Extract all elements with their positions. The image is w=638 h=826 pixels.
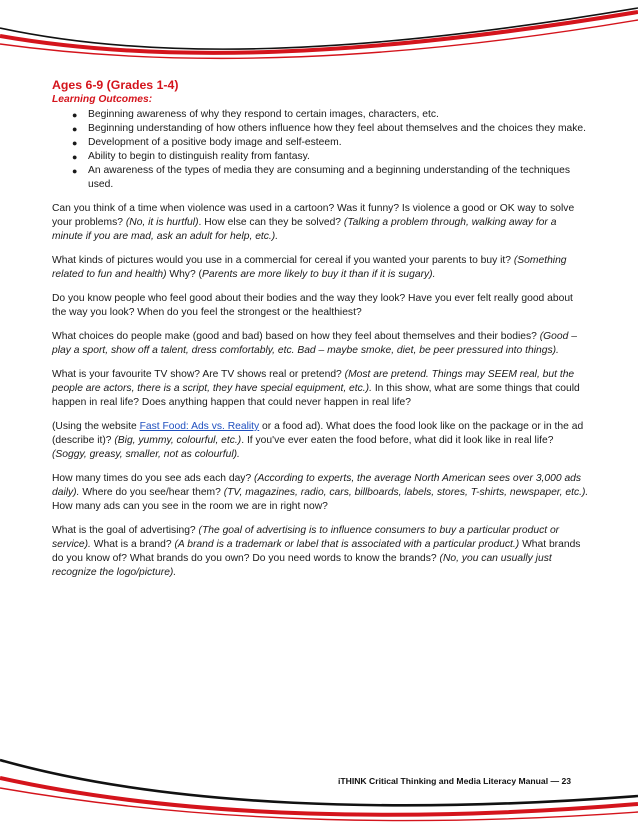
list-item: ● Beginning awareness of why they respond to certain images, characters, etc. [72,109,439,120]
section-heading: Ages 6-9 (Grades 1-4) [52,78,179,92]
fast-food-ads-link[interactable]: Fast Food: Ads vs. Reality [139,421,260,432]
list-item: ● Development of a positive body image and self-esteem. [72,137,342,148]
bullet-icon: ● [72,124,78,134]
bullet-icon: ● [72,152,78,162]
paragraph-fast-food: (Using the website Fast Food: Ads vs. Reality or a food ad). What does the food look like on the package or in the ad (describe it)? (Big, yummy, colourful, etc.). If you've ever eaten the food before, what did it look like in real life? (Soggy, greasy, smaller, not as colourful). [52,421,584,460]
bullet-icon: ● [72,166,78,176]
list-item: ● Beginning understanding of how others influence how they feel about themselves and the choices they make. [72,123,587,134]
page-footer: iTHINK Critical Thinking and Media Literacy Manual — 23 [338,776,572,786]
bullet-icon: ● [72,110,78,120]
learning-outcomes-list [52,108,590,192]
paragraph-tv-show: What is your favourite TV show? Are TV shows real or pretend? (Most are pretend. Things may SEEM real, but the people are actors, there is a script, they have special equipment, etc.). In this show, what are some things that could happen in real life? Does anything happen that could never happen in real life? [52,369,580,408]
paragraph-ads-per-day: How many times do you see ads each day? (According to experts, the average North American sees over 3,000 ads daily). Where do you see/hear them? (TV, magazines, radio, cars, billboards, labels, stores, T-shirts, newspaper, etc.). How many ads can you see in the room we are in right now? [52,473,589,512]
paragraph-body-image: Do you know people who feel good about their bodies and the way they look? Have you ever felt really good about the way you look? When do you feel the strongest or the healthiest? [52,293,573,318]
paragraph-choices: What choices do people make (good and bad) based on how they feel about themselves and their bodies? (Good – play a sport, show off a talent, dress comfortably, etc. Bad – maybe smoke, diet, be peer pressured into things). [52,331,577,356]
paragraph-advertising-goal: What is the goal of advertising? (The goal of advertising is to influence consumers to buy a particular product or service). What is a brand? (A brand is a trademark or label that is associated with a particular product.) What brands do you know of? What brands do you own? Do you need words to know the brands? (No, you can usually just recognize the logo/picture). [52,525,581,578]
top-swoosh-decoration [0,0,638,80]
page-content [52,78,590,580]
bullet-icon: ● [72,138,78,148]
learning-outcomes-label: Learning Outcomes: [52,94,153,105]
list-item: ● An awareness of the types of media they are consuming and a beginning understanding of the techniques used. [72,165,570,190]
list-item: ● Ability to begin to distinguish reality from fantasy. [72,151,310,162]
paragraph-cereal: What kinds of pictures would you use in a commercial for cereal if you wanted your parents to buy it? (Something related to fun and health) Why? (Parents are more likely to buy it than if it is sugary). [52,255,567,280]
paragraph-violence: Can you think of a time when violence was used in a cartoon? Was it funny? Is violence a good or OK way to solve your problems? (No, it is hurtful). How else can they be solved? (Talking a problem through, walking away for a minute if you are mad, ask an adult for help, etc.). [52,203,575,242]
